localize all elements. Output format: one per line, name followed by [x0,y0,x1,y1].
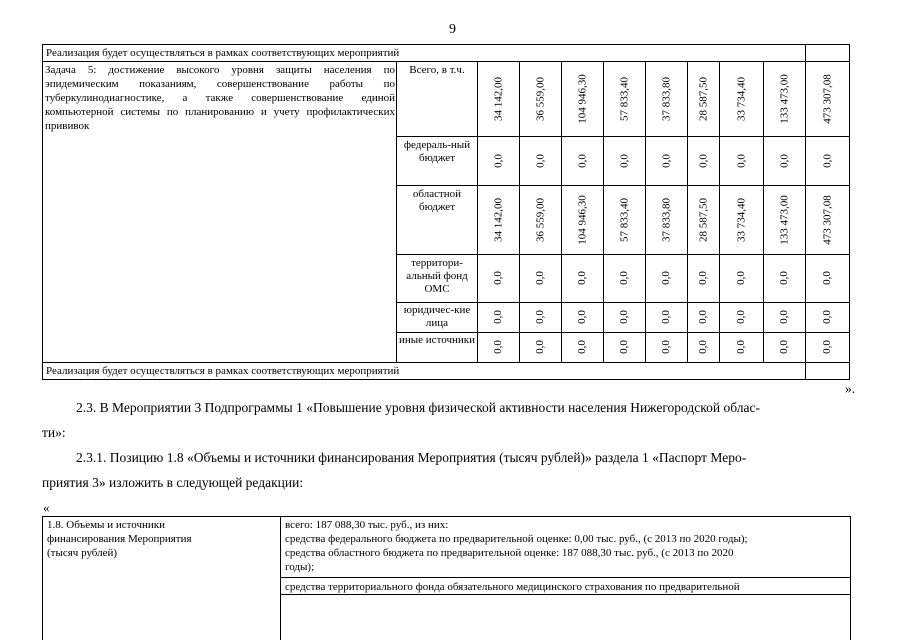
value-cell: 37 833,80 [660,197,672,242]
value-cell: 133 473,00 [778,73,790,124]
row-label: Всего, в т.ч. [409,64,465,76]
value-cell: 0,0 [697,340,709,354]
value-cell: 34 142,00 [492,76,504,121]
value-cell: 0,0 [618,340,630,354]
table-col-line [519,61,520,363]
table-border-left [42,516,43,640]
value-cell: 0,0 [697,153,709,168]
implementation-note: Реализация будет осуществляться в рамках соответствующих мероприятий [46,47,400,59]
value-cell: 0,0 [576,271,588,285]
value-cell: 0,0 [492,271,504,285]
value-cell: 36 559,00 [534,197,546,242]
implementation-note: Реализация будет осуществляться в рамках соответствующих мероприятий [46,365,400,377]
paragraph-2-3-1: 2.3.1. Позицию 1.8 «Объемы и источники финансирования Мероприятия (тысяч рублей)» раздела 1 «Паспорт Меро- [76,450,747,465]
value-cell: 0,0 [821,271,833,285]
value-cell: 0,0 [534,340,546,354]
value-cell: 28 587,50 [697,197,709,242]
table-col-line [805,61,806,363]
value-cell: 0,0 [576,153,588,168]
table-rule [281,577,850,578]
value-cell: 0,0 [660,340,672,354]
value-cell: 0,0 [778,271,790,285]
value-cell: 57 833,40 [618,76,630,121]
value-cell: 0,0 [660,271,672,285]
value-cell: 473 307,08 [821,73,833,124]
table-col-line [280,516,281,640]
value-cell: 0,0 [821,153,833,168]
value-cell: 0,0 [735,310,747,324]
task-description: Задача 5: достижение высокого уровня защиты населения по эпидемическим показаниям, совершенствование работы по туберкулинодиагностике, а также совершенствование единой компьютерной системы по планированию и учету профилактических прививок [45,64,395,132]
regional-funding-cont: годы); [285,561,315,573]
table-col-line [561,61,562,363]
table-border-bottom [42,379,850,380]
value-cell: 133 473,00 [778,194,790,245]
value-cell: 0,0 [492,310,504,324]
table-border-right [850,516,851,640]
value-cell: 104 946,30 [576,194,588,245]
opening-quote: « [43,500,50,515]
value-cell: 57 833,40 [618,197,630,242]
value-cell: 0,0 [660,310,672,324]
value-cell: 0,0 [576,340,588,354]
value-cell: 0,0 [618,153,630,168]
table-col-line [396,61,397,363]
value-cell: 0,0 [492,340,504,354]
table-col-line [477,61,478,363]
page-number: 9 [449,22,456,37]
value-cell: 33 734,40 [735,197,747,242]
paragraph-2-3: 2.3. В Мероприятии 3 Подпрограммы 1 «Повышение уровня физической активности населения Нижегородской облас- [76,400,760,415]
value-cell: 0,0 [697,310,709,324]
value-cell: 0,0 [735,271,747,285]
value-cell: 0,0 [660,153,672,168]
table-col-line [719,61,720,363]
value-cell: 34 142,00 [492,197,504,242]
value-cell: 0,0 [697,271,709,285]
table-rule [42,362,850,363]
closing-quote: ». [845,381,856,396]
federal-funding: средства федерального бюджета по предварительной оценке: 0,00 тыс. руб., (с 2013 по 2020 годы); [285,533,748,545]
table-border-top [42,44,850,45]
value-cell: 36 559,00 [534,76,546,121]
table-border-left [42,44,43,380]
value-cell: 0,0 [735,340,747,354]
table-rule [281,594,850,595]
value-cell: 0,0 [778,153,790,168]
value-cell: 0,0 [821,340,833,354]
position-label: (тысяч рублей) [47,547,118,559]
value-cell: 37 833,80 [660,76,672,121]
table-col-line [645,61,646,363]
value-cell: 0,0 [618,310,630,324]
position-label: 1.8. Объемы и источники [47,519,166,531]
value-cell: 0,0 [821,310,833,324]
value-cell: 0,0 [534,310,546,324]
row-label: федераль-ный бюджет [403,139,471,164]
table-col-line [603,61,604,363]
total-funding: всего: 187 088,30 тыс. руб., из них: [285,519,449,531]
table-rule [42,61,850,62]
row-label: областной бюджет [412,188,462,213]
row-label: иные источники [399,334,475,346]
paragraph-2-3-1-cont: приятия 3» изложить в следующей редакции: [42,475,304,490]
value-cell: 104 946,30 [576,73,588,124]
value-cell: 0,0 [492,153,504,168]
row-label: юридичес-кие лица [403,304,471,329]
table-border-top [42,516,851,517]
value-cell: 33 734,40 [735,76,747,121]
regional-funding: средства областного бюджета по предварительной оценке: 187 088,30 тыс. руб., (с 2013 по 2020 [285,547,734,559]
value-cell: 0,0 [778,310,790,324]
table-col-line [763,61,764,363]
value-cell: 473 307,08 [821,194,833,245]
table-border-right [849,44,850,380]
table-col-line [687,61,688,363]
position-label: финансирования Мероприятия [47,533,192,545]
value-cell: 0,0 [576,310,588,324]
value-cell: 0,0 [618,271,630,285]
table-col-line [805,362,806,380]
value-cell: 0,0 [778,340,790,354]
paragraph-2-3-cont: ти»: [42,425,66,440]
value-cell: 0,0 [534,271,546,285]
table-col-line [805,44,806,62]
oms-funding: средства территориального фонда обязательного медицинского страхования по предварительной [285,581,740,593]
value-cell: 28 587,50 [697,76,709,121]
value-cell: 0,0 [534,153,546,168]
row-label: территори-альный фонд ОМС [406,257,468,295]
value-cell: 0,0 [735,153,747,168]
